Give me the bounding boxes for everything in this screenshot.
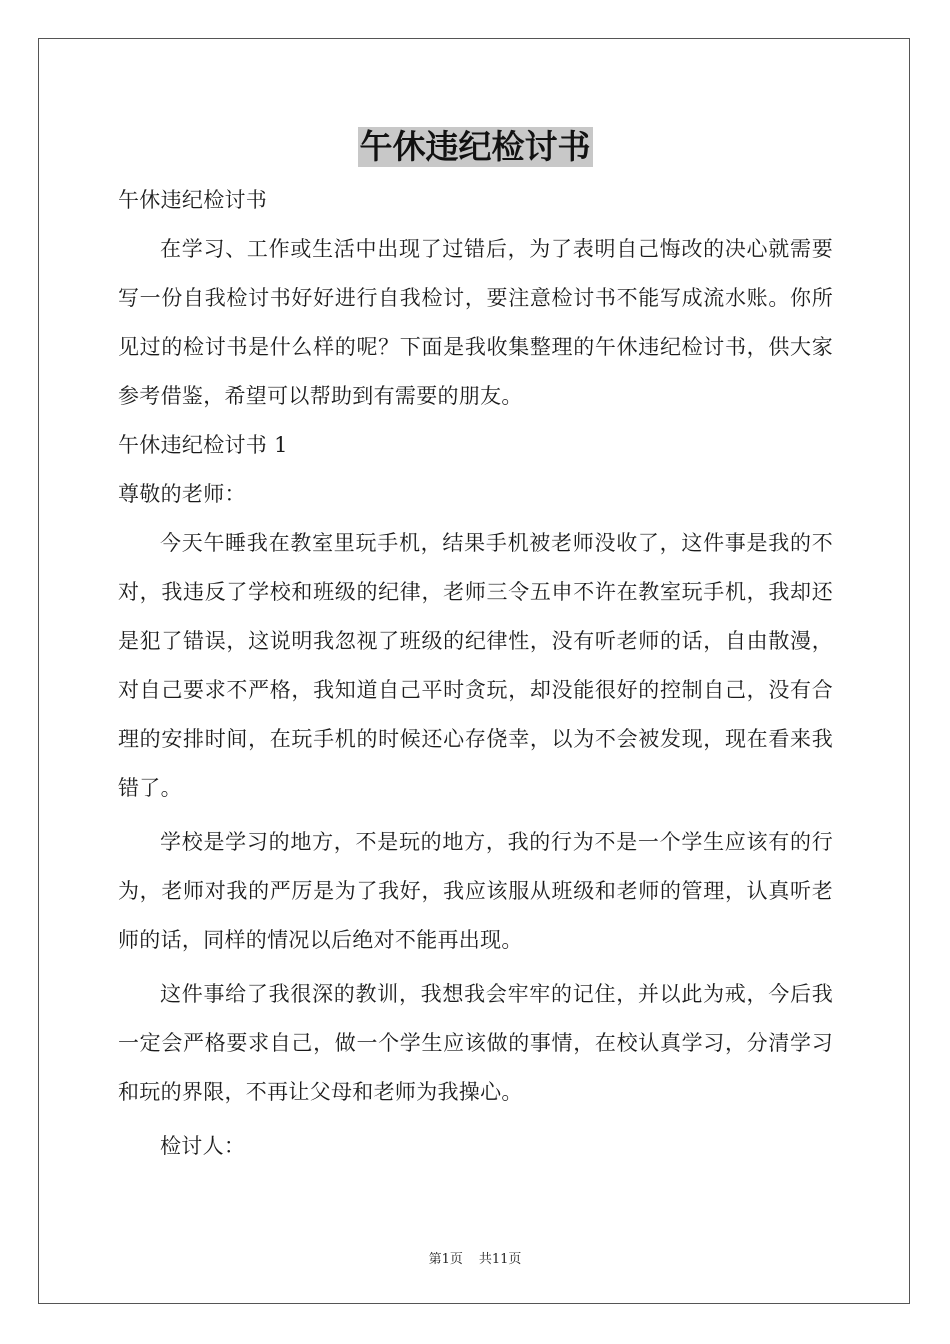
page-total: 共11页	[478, 1252, 522, 1267]
intro-paragraph: 在学习、工作或生活中出现了过错后，为了表明自己悔改的决心就需要写一份自我检讨书好好进行自我检讨，要注意检讨书不能写成流水账。你所见过的检讨书是什么样的呢？下面是我收集整理的午休违纪检讨书，供大家参考借鉴，希望可以帮助到有需要的朋友。	[118, 237, 833, 408]
document-title: 午休违纪检讨书	[359, 127, 591, 166]
document-subtitle: 午休违纪检讨书	[118, 188, 268, 212]
title-container	[0, 127, 950, 167]
signature-line: 检讨人：	[160, 1134, 246, 1158]
section-heading: 午休违纪检讨书 1	[118, 433, 288, 457]
page-footer	[0, 1248, 950, 1267]
page-number: 第1页	[428, 1252, 463, 1267]
body-paragraph: 学校是学习的地方，不是玩的地方，我的行为不是一个学生应该有的行为，老师对我的严厉是为了我好，我应该服从班级和老师的管理，认真听老师的话，同样的情况以后绝对不能再出现。	[118, 830, 833, 952]
salutation: 尊敬的老师：	[118, 482, 246, 506]
document-body	[118, 176, 833, 1171]
body-paragraph: 这件事给了我很深的教训，我想我会牢牢的记住，并以此为戒，今后我一定会严格要求自己，做一个学生应该做的事情，在校认真学习，分清学习和玩的界限，不再让父母和老师为我操心。	[118, 982, 833, 1104]
body-paragraph: 今天午睡我在教室里玩手机，结果手机被老师没收了，这件事是我的不对，我违反了学校和班级的纪律，老师三令五申不许在教室玩手机，我却还是犯了错误，这说明我忽视了班级的纪律性，没有听老师的话，自由散漫，对自己要求不严格，我知道自己平时贪玩，却没能很好的控制自己，没有合理的安排时间，在玩手机的时候还心存侥幸，以为不会被发现，现在看来我错了。	[118, 531, 833, 800]
